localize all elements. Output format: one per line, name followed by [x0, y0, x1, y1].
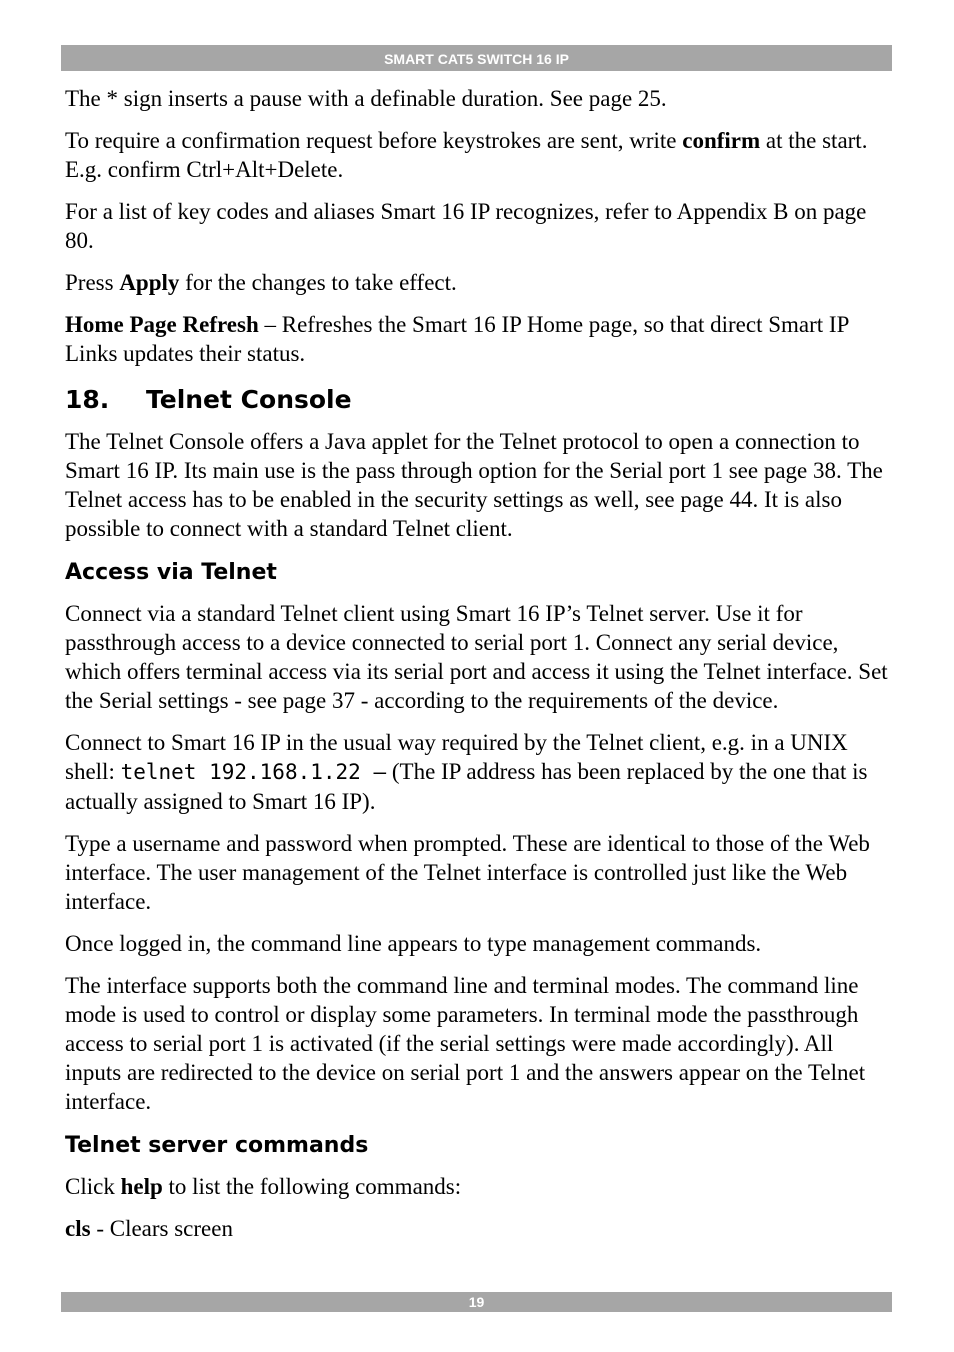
page-header	[61, 45, 892, 71]
code-telnet-command: telnet 192.168.1.22 –	[120, 760, 387, 784]
paragraph-confirm	[65, 126, 891, 184]
paragraph-cls	[65, 1214, 891, 1243]
paragraph-pause: The * sign inserts a pause with a definable duration. See page 25.	[65, 86, 667, 111]
text-span: to list the following commands:	[162, 1174, 462, 1199]
text-span: – Refreshes the Smart 16 IP Home page, so that direct Smart IP Links updates their status.	[65, 312, 849, 366]
paragraph-keycodes: For a list of key codes and aliases Smart 16 IP recognizes, refer to Appendix B on page 80.	[65, 199, 867, 253]
paragraph-apply	[65, 268, 891, 297]
paragraph-access-4: Once logged in, the command line appears to type management commands.	[65, 931, 762, 956]
text-span: Connect to Smart 16 IP in the usual way required by the Telnet client, e.g. in a UNIX shell:	[65, 730, 848, 784]
paragraph-home-refresh	[65, 310, 891, 368]
text-span: To require a confirmation request before keystrokes are sent, write	[65, 128, 683, 153]
text-span: Click	[65, 1174, 121, 1199]
page-footer	[61, 1292, 892, 1312]
header-title: SMART CAT5 SWITCH 16 IP	[384, 51, 569, 67]
subheading-access-via-telnet: Access via Telnet	[65, 560, 277, 585]
subheading-telnet-server-commands: Telnet server commands	[65, 1133, 369, 1158]
section-number: 18.	[65, 385, 110, 414]
text-span: at the start. E.g. confirm Ctrl+Alt+Delete.	[65, 128, 868, 182]
keyword-apply: Apply	[119, 270, 180, 295]
paragraph-help	[65, 1172, 891, 1201]
keyword-cls: cls	[65, 1216, 91, 1241]
paragraph-access-1: Connect via a standard Telnet client using Smart 16 IP’s Telnet server. Use it for passthrough access to a device connected to serial port 1. Connect any serial device, which offers terminal access via its serial port and access it using the Telnet interface. Set the Serial settings - see page 37 - according to the requirements of the device.	[65, 601, 888, 713]
text-span: Press	[65, 270, 120, 295]
page-content	[65, 84, 891, 1256]
text-span: (The IP address has been replaced by the one that is actually assigned to Smart 16 IP).	[65, 759, 868, 814]
paragraph-access-5: The interface supports both the command line and terminal modes. The command line mode is used to control or display some parameters. In terminal mode the passthrough access to serial port 1 is activated (if the serial settings were made accordingly). All inputs are redirected to the device on serial port 1 and the answers appear on the Telnet interface.	[65, 973, 866, 1114]
text-span: for the changes to take effect.	[179, 270, 457, 295]
paragraph-access-2	[65, 728, 891, 816]
keyword-help: help	[120, 1174, 163, 1199]
page-number: 19	[468, 1294, 485, 1310]
keyword-home-page-refresh: Home Page Refresh	[65, 312, 259, 337]
keyword-confirm: confirm	[682, 128, 761, 153]
section-heading-telnet-console	[65, 385, 891, 415]
paragraph-telnet-intro: The Telnet Console offers a Java applet for the Telnet protocol to open a connection to Smart 16 IP. Its main use is the pass through option for the Serial port 1 see page 38. The Telnet access has to be enabled in the security settings as well, see page 44. It is also possible to connect with a standard Telnet client.	[65, 429, 883, 541]
paragraph-access-3: Type a username and password when prompted. These are identical to those of the Web interface. The user management of the Telnet interface is controlled just like the Web interface.	[65, 831, 870, 914]
section-title: Telnet Console	[146, 385, 352, 414]
text-span: - Clears screen	[90, 1216, 233, 1241]
